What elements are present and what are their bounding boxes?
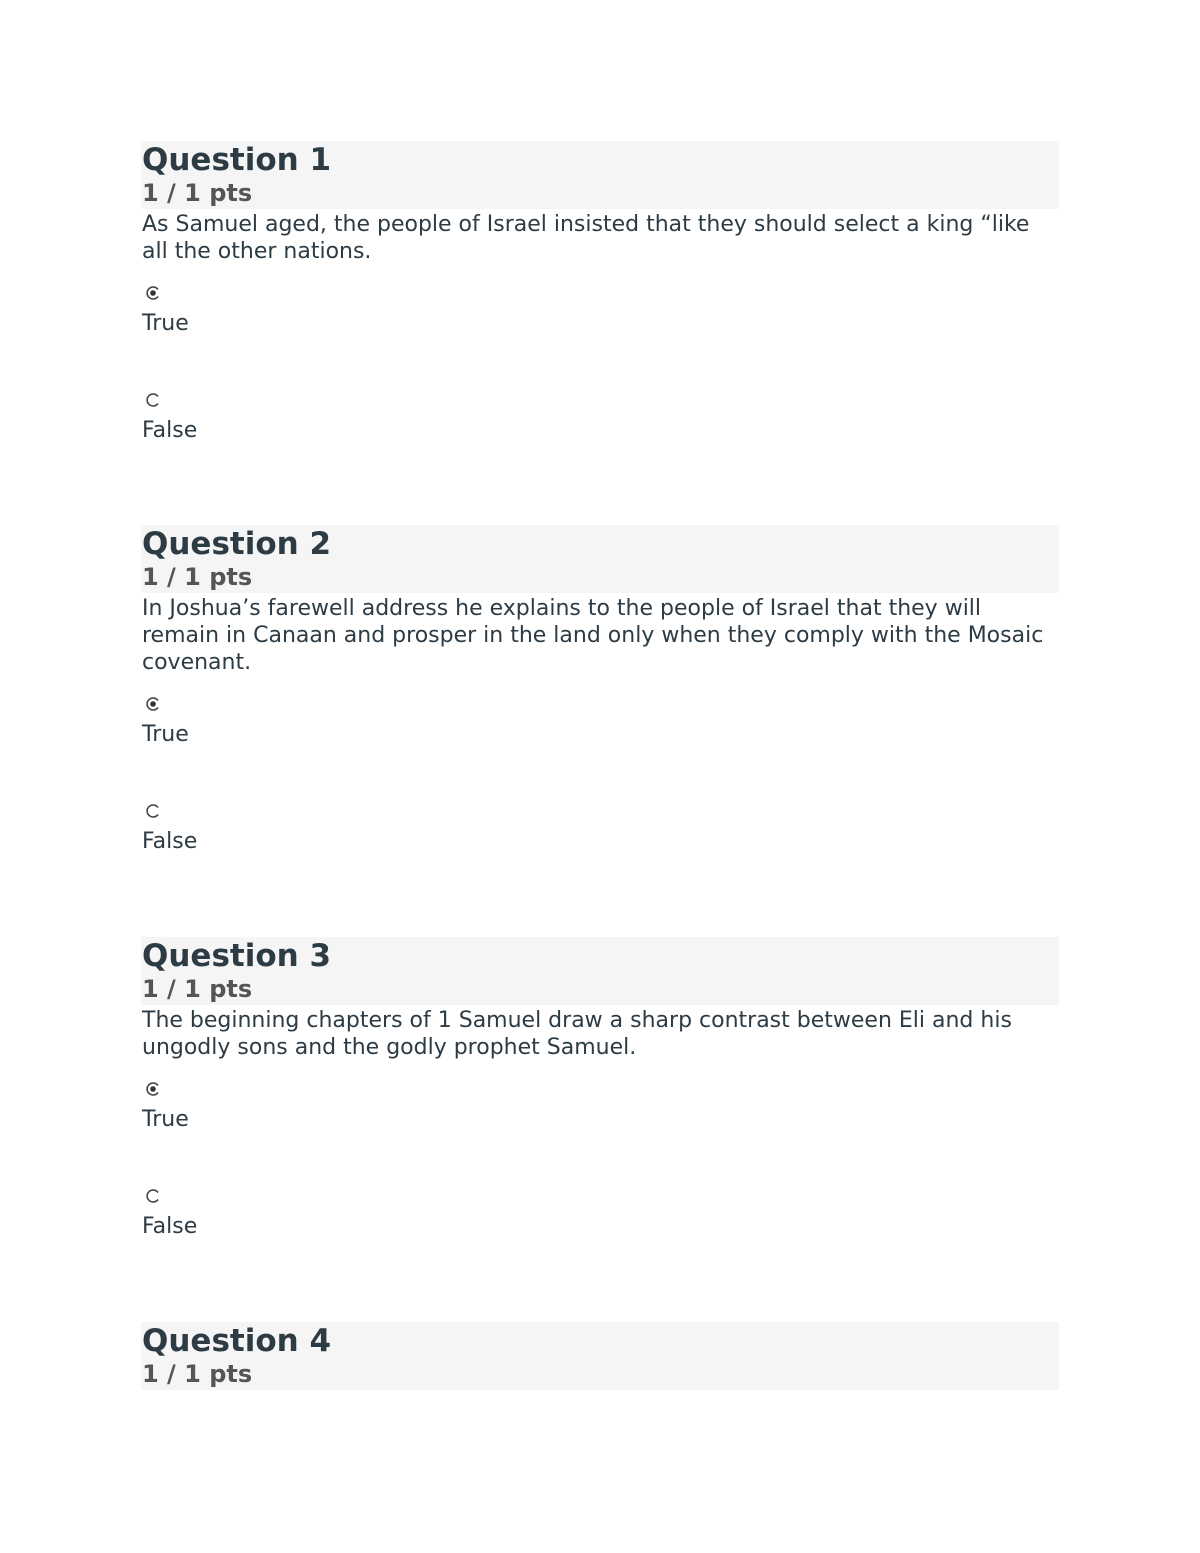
question-text: In Joshua’s farewell address he explains to the people of Israel that they will remain in Canaan and prosper in the land only when they comply with the Mosaic covenant. [142, 596, 1044, 675]
answer-label: False [142, 418, 198, 443]
question-header [141, 937, 1059, 1005]
question-4 [141, 1322, 1059, 1390]
radio-unselected-icon[interactable] [145, 1188, 161, 1204]
question-2 [141, 525, 1059, 890]
question-text: As Samuel aged, the people of Israel insisted that they should select a king “like all the other nations. [142, 212, 1030, 264]
radio-selected-icon[interactable] [145, 1081, 161, 1097]
radio-selected-icon[interactable] [145, 285, 161, 301]
answer-option-false[interactable] [141, 783, 1059, 890]
answer-label: True [142, 311, 189, 336]
answer-option-true[interactable] [141, 1061, 1059, 1168]
radio-unselected-icon[interactable] [145, 803, 161, 819]
question-points: 1 / 1 pts [142, 1360, 253, 1388]
question-header [141, 525, 1059, 593]
answer-label: False [142, 829, 198, 854]
answer-option-false[interactable] [141, 1168, 1059, 1275]
radio-selected-icon[interactable] [145, 696, 161, 712]
question-text: The beginning chapters of 1 Samuel draw a sharp contrast between Eli and his ungodly sons and the godly prophet Samuel. [142, 1008, 1012, 1060]
answer-option-false[interactable] [141, 372, 1059, 479]
question-header [141, 1322, 1059, 1390]
question-title: Question 2 [142, 526, 332, 562]
answer-option-true[interactable] [141, 676, 1059, 783]
radio-unselected-icon[interactable] [145, 392, 161, 408]
question-3 [141, 937, 1059, 1275]
answer-label: False [142, 1214, 198, 1239]
answer-label: True [142, 722, 189, 747]
question-points: 1 / 1 pts [142, 563, 253, 591]
question-points: 1 / 1 pts [142, 975, 253, 1003]
answer-option-true[interactable] [141, 265, 1059, 372]
answer-label: True [142, 1107, 189, 1132]
question-title: Question 4 [142, 1323, 332, 1359]
question-title: Question 1 [142, 142, 332, 178]
question-points: 1 / 1 pts [142, 179, 253, 207]
question-1 [141, 141, 1059, 479]
question-header [141, 141, 1059, 209]
question-title: Question 3 [142, 938, 332, 974]
